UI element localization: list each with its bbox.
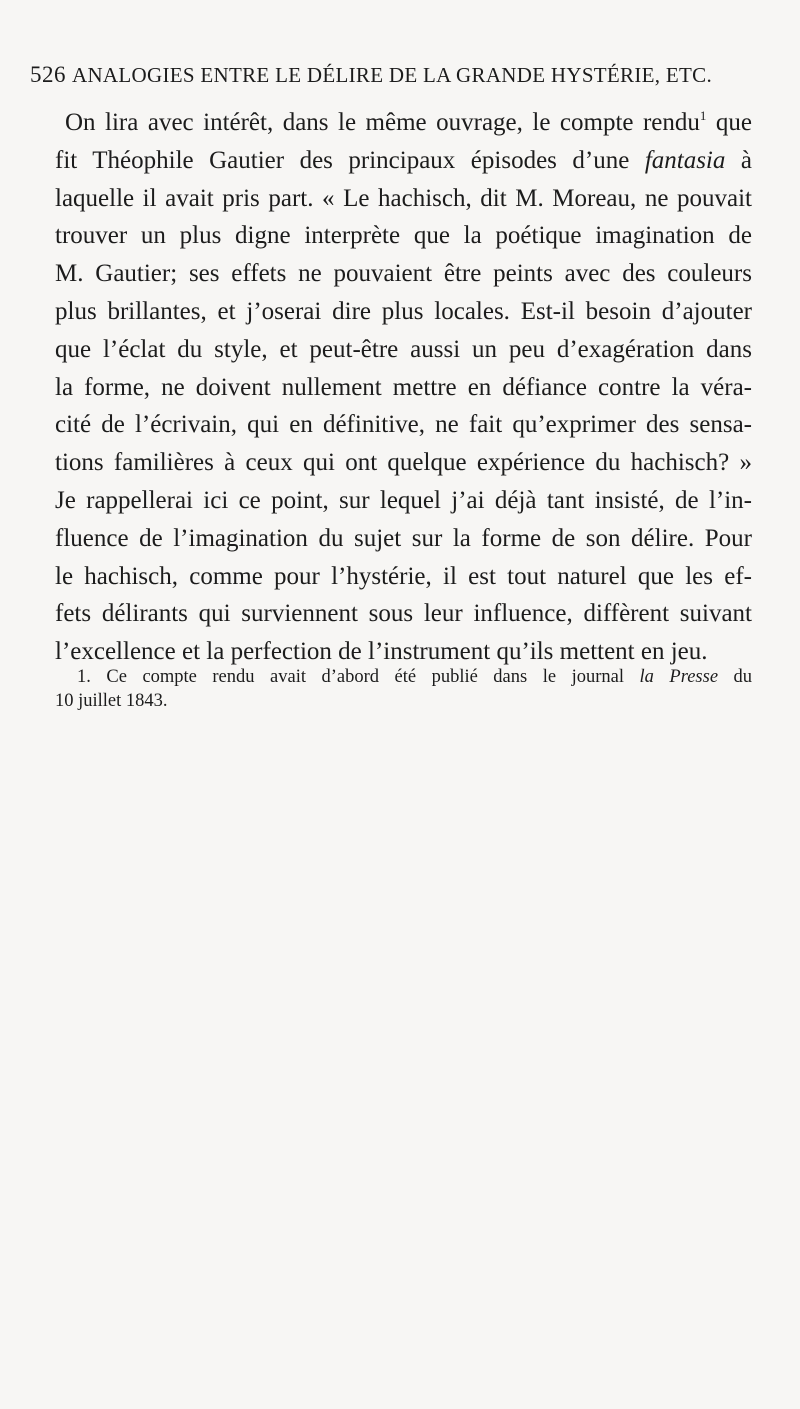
text-line: fit Théophile Gautier des principaux épisodes d’une fantasia à <box>55 146 752 174</box>
text-line: M. Gautier; ses effets ne pouvaient être peints avec des couleurs <box>55 260 752 288</box>
footnote-line: 1. Ce compte rendu avait d’abord été publié dans le journal la Presse du <box>77 667 753 687</box>
text-line: la forme, ne doivent nullement mettre en défiance contre la véra- <box>55 373 752 401</box>
text-line: cité de l’écrivain, qui en définitive, ne fait qu’exprimer des sensa- <box>55 411 752 439</box>
text-line: laquelle il avait pris part. « Le hachisch, dit M. Moreau, ne pouvait <box>55 184 752 212</box>
body-paragraph <box>55 104 752 671</box>
footnote-line: 10 juillet 1843. <box>55 691 168 711</box>
text-line: fets délirants qui surviennent sous leur influence, diffèrent suivant <box>55 600 752 628</box>
text-line: fluence de l’imagination du sujet sur la forme de son délire. Pour <box>55 524 752 552</box>
running-title: ANALOGIES ENTRE LE DÉLIRE DE LA GRANDE HYSTÉRIE, ETC. <box>72 63 712 87</box>
text-line: le hachisch, comme pour l’hystérie, il est tout naturel que les ef- <box>55 562 752 590</box>
text-line: On lira avec intérêt, dans le même ouvrage, le compte rendu$^1$ que <box>65 108 753 136</box>
text-line: que l’éclat du style, et peut-être aussi un peu d’exagération dans <box>55 335 752 363</box>
page-number: 526 <box>30 62 66 87</box>
text-line: trouver un plus digne interprète que la poétique imagination de <box>55 222 752 250</box>
text-line: plus brillantes, et j’oserai dire plus locales. Est-il besoin d’ajouter <box>55 297 752 325</box>
journal-title: la Presse <box>639 667 719 687</box>
footnote <box>55 665 752 713</box>
text-line: Je rappellerai ici ce point, sur lequel j’ai déjà tant insisté, de l’in- <box>55 486 752 514</box>
footnote-ref: 1 <box>699 108 707 123</box>
footnote-number: 1. <box>77 667 91 687</box>
text-line: tions familières à ceux qui ont quelque expérience du hachisch? » <box>55 449 752 477</box>
text-line: l’excellence et la perfection de l’instrument qu’ils mettent en jeu. <box>55 638 708 666</box>
italic-term: fantasia <box>644 146 726 174</box>
running-head <box>30 62 770 88</box>
